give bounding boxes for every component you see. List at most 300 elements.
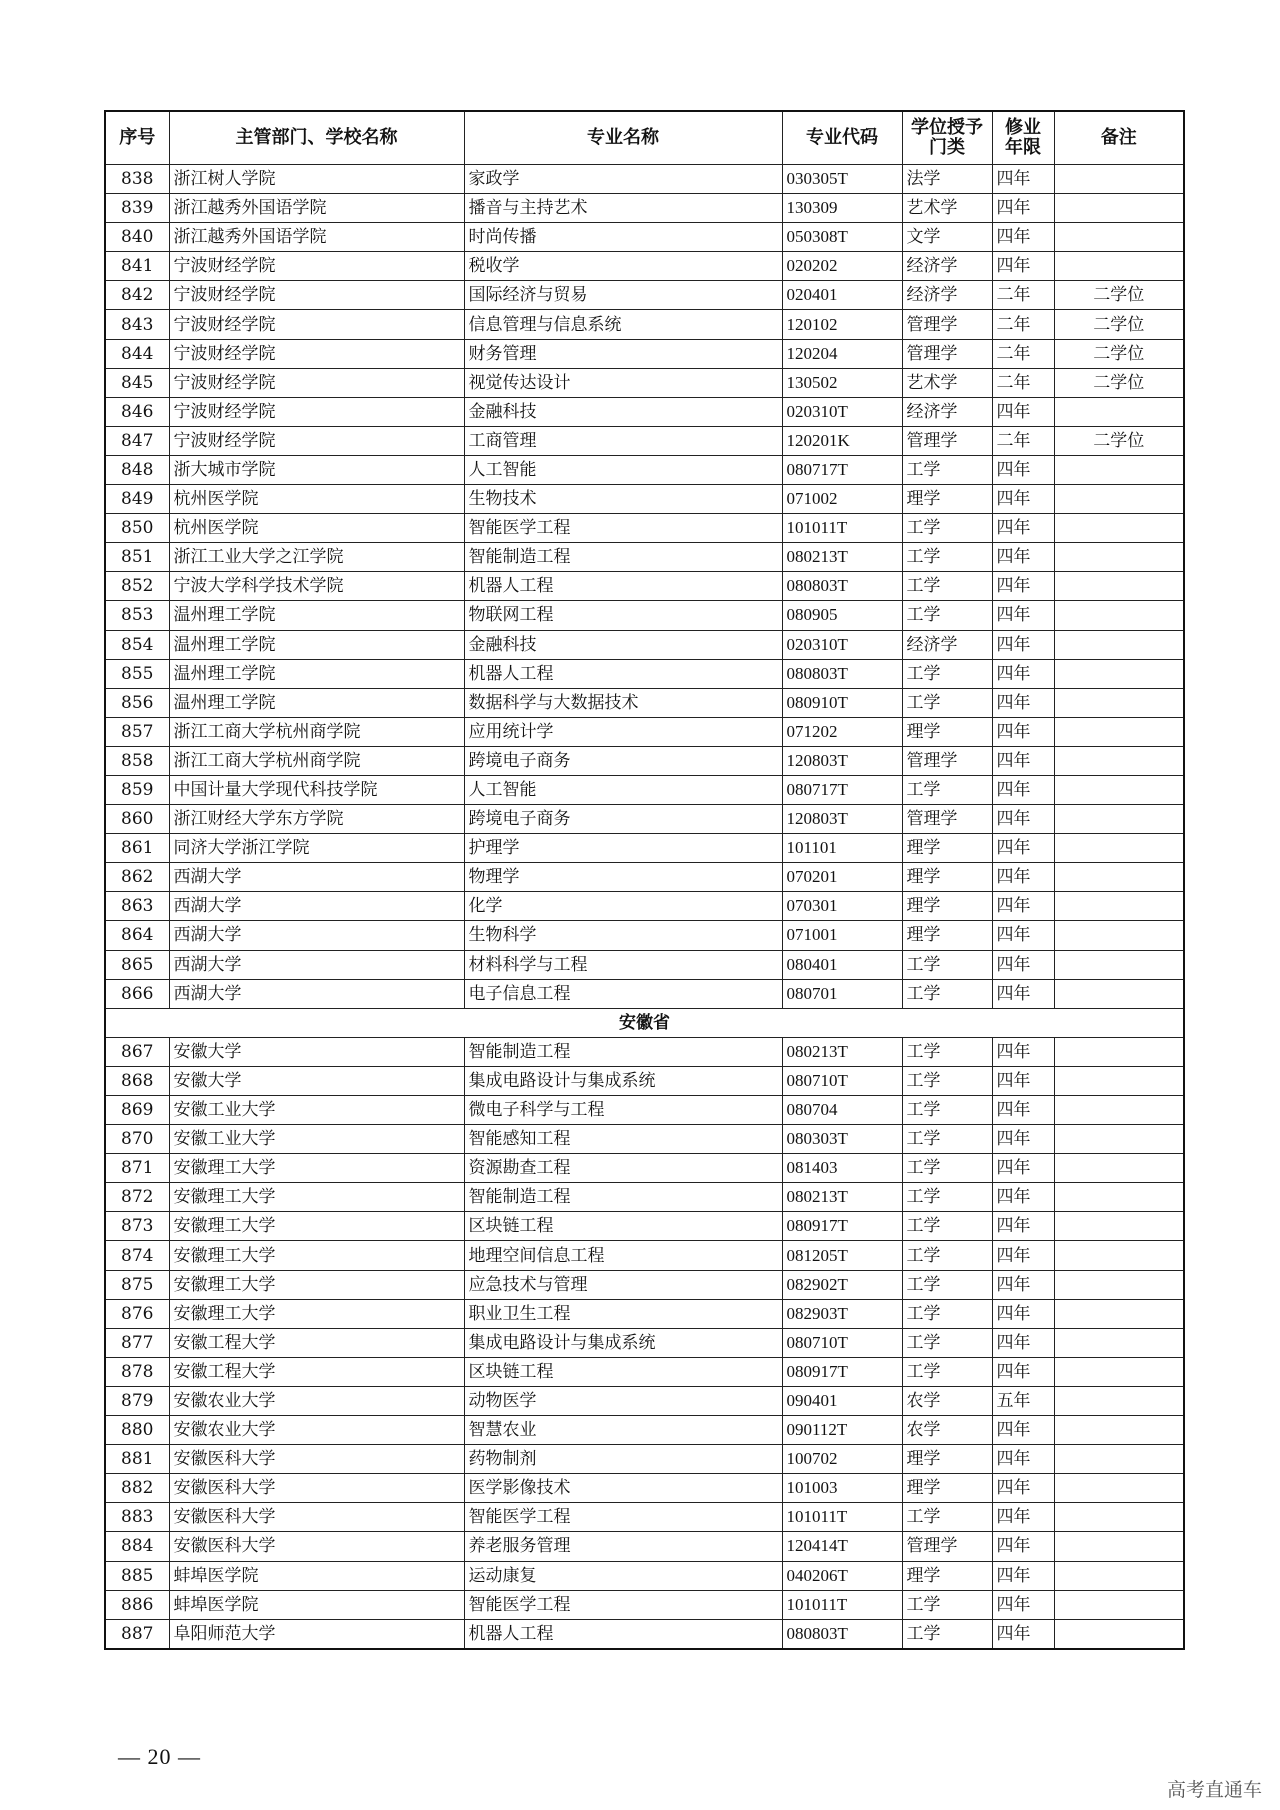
code-cell: 080303T — [782, 1125, 902, 1154]
category-cell: 工学 — [902, 1357, 992, 1386]
seq-cell: 840 — [105, 223, 169, 252]
major-cell: 智能医学工程 — [464, 1503, 782, 1532]
note-cell — [1054, 1532, 1184, 1561]
seq-cell: 860 — [105, 805, 169, 834]
major-cell: 智能感知工程 — [464, 1125, 782, 1154]
header-school: 主管部门、学校名称 — [169, 111, 464, 165]
code-cell: 080803T — [782, 659, 902, 688]
table-row — [105, 1212, 1184, 1241]
seq-cell: 871 — [105, 1154, 169, 1183]
table-row — [105, 630, 1184, 659]
category-cell: 工学 — [902, 979, 992, 1008]
table-row — [105, 1619, 1184, 1649]
school-cell: 宁波财经学院 — [169, 397, 464, 426]
seq-cell: 855 — [105, 659, 169, 688]
category-cell: 理学 — [902, 1561, 992, 1590]
years-cell: 二年 — [992, 339, 1054, 368]
table-row — [105, 834, 1184, 863]
years-cell: 四年 — [992, 252, 1054, 281]
years-cell: 二年 — [992, 281, 1054, 310]
table-row — [105, 1386, 1184, 1415]
years-cell: 四年 — [992, 659, 1054, 688]
table-row — [105, 397, 1184, 426]
years-cell: 四年 — [992, 1096, 1054, 1125]
major-cell: 时尚传播 — [464, 223, 782, 252]
years-cell: 四年 — [992, 1357, 1054, 1386]
school-cell: 安徽理工大学 — [169, 1241, 464, 1270]
note-cell — [1054, 659, 1184, 688]
seq-cell: 864 — [105, 921, 169, 950]
code-cell: 070301 — [782, 892, 902, 921]
years-cell: 四年 — [992, 223, 1054, 252]
code-cell: 020310T — [782, 397, 902, 426]
seq-cell: 884 — [105, 1532, 169, 1561]
seq-cell: 885 — [105, 1561, 169, 1590]
years-cell: 四年 — [992, 165, 1054, 194]
category-cell: 理学 — [902, 863, 992, 892]
major-cell: 金融科技 — [464, 630, 782, 659]
category-cell: 工学 — [902, 659, 992, 688]
note-cell: 二学位 — [1054, 281, 1184, 310]
major-cell: 机器人工程 — [464, 572, 782, 601]
years-cell: 四年 — [992, 1474, 1054, 1503]
school-cell: 浙江财经大学东方学院 — [169, 805, 464, 834]
category-cell: 文学 — [902, 223, 992, 252]
school-cell: 宁波财经学院 — [169, 281, 464, 310]
school-cell: 安徽医科大学 — [169, 1445, 464, 1474]
header-category — [902, 111, 992, 165]
seq-cell: 854 — [105, 630, 169, 659]
table-row — [105, 1037, 1184, 1066]
category-cell: 工学 — [902, 1096, 992, 1125]
school-cell: 温州理工学院 — [169, 688, 464, 717]
header-seq: 序号 — [105, 111, 169, 165]
category-cell: 工学 — [902, 1037, 992, 1066]
school-cell: 安徽理工大学 — [169, 1154, 464, 1183]
years-cell: 四年 — [992, 397, 1054, 426]
major-cell: 数据科学与大数据技术 — [464, 688, 782, 717]
school-cell: 安徽医科大学 — [169, 1474, 464, 1503]
years-cell: 四年 — [992, 921, 1054, 950]
seq-cell: 877 — [105, 1328, 169, 1357]
category-cell: 工学 — [902, 688, 992, 717]
code-cell: 020202 — [782, 252, 902, 281]
category-cell: 经济学 — [902, 281, 992, 310]
major-cell: 国际经济与贸易 — [464, 281, 782, 310]
category-cell: 工学 — [902, 543, 992, 572]
code-cell: 071002 — [782, 485, 902, 514]
code-cell: 120803T — [782, 805, 902, 834]
header-row — [105, 111, 1184, 165]
table-row — [105, 863, 1184, 892]
code-cell: 080717T — [782, 455, 902, 484]
code-cell: 101011T — [782, 514, 902, 543]
header-years — [992, 111, 1054, 165]
years-cell: 四年 — [992, 1299, 1054, 1328]
code-cell: 082902T — [782, 1270, 902, 1299]
code-cell: 080710T — [782, 1066, 902, 1095]
years-cell: 四年 — [992, 979, 1054, 1008]
note-cell: 二学位 — [1054, 426, 1184, 455]
school-cell: 安徽理工大学 — [169, 1270, 464, 1299]
table-row — [105, 1503, 1184, 1532]
school-cell: 浙江工商大学杭州商学院 — [169, 717, 464, 746]
table-row — [105, 659, 1184, 688]
years-cell: 四年 — [992, 194, 1054, 223]
header-category-line1: 学位授予 — [911, 117, 983, 138]
code-cell: 020401 — [782, 281, 902, 310]
major-cell: 智能制造工程 — [464, 543, 782, 572]
category-cell: 经济学 — [902, 630, 992, 659]
code-cell: 090112T — [782, 1416, 902, 1445]
seq-cell: 868 — [105, 1066, 169, 1095]
note-cell — [1054, 630, 1184, 659]
major-cell: 人工智能 — [464, 455, 782, 484]
school-cell: 西湖大学 — [169, 979, 464, 1008]
school-cell: 浙江树人学院 — [169, 165, 464, 194]
school-cell: 安徽工业大学 — [169, 1096, 464, 1125]
years-cell: 二年 — [992, 310, 1054, 339]
school-cell: 宁波财经学院 — [169, 426, 464, 455]
seq-cell: 852 — [105, 572, 169, 601]
category-cell: 管理学 — [902, 426, 992, 455]
note-cell — [1054, 1212, 1184, 1241]
major-cell: 集成电路设计与集成系统 — [464, 1328, 782, 1357]
table-row — [105, 950, 1184, 979]
code-cell: 101003 — [782, 1474, 902, 1503]
table-row — [105, 1561, 1184, 1590]
years-cell: 二年 — [992, 426, 1054, 455]
table-row — [105, 339, 1184, 368]
header-years-line2: 年限 — [1005, 137, 1041, 158]
major-cell: 智能医学工程 — [464, 1590, 782, 1619]
note-cell — [1054, 1619, 1184, 1649]
note-cell — [1054, 455, 1184, 484]
category-cell: 工学 — [902, 1328, 992, 1357]
note-cell — [1054, 1270, 1184, 1299]
category-cell: 艺术学 — [902, 194, 992, 223]
seq-cell: 861 — [105, 834, 169, 863]
category-cell: 经济学 — [902, 252, 992, 281]
table-row — [105, 1154, 1184, 1183]
years-cell: 四年 — [992, 746, 1054, 775]
school-cell: 安徽农业大学 — [169, 1416, 464, 1445]
years-cell: 四年 — [992, 1445, 1054, 1474]
code-cell: 081403 — [782, 1154, 902, 1183]
code-cell: 080717T — [782, 775, 902, 804]
years-cell: 四年 — [992, 1241, 1054, 1270]
category-cell: 理学 — [902, 1445, 992, 1474]
category-cell: 工学 — [902, 1241, 992, 1270]
code-cell: 080910T — [782, 688, 902, 717]
major-cell: 资源勘查工程 — [464, 1154, 782, 1183]
table-row — [105, 1445, 1184, 1474]
code-cell: 080803T — [782, 572, 902, 601]
seq-cell: 850 — [105, 514, 169, 543]
table-row — [105, 426, 1184, 455]
note-cell — [1054, 979, 1184, 1008]
school-cell: 安徽大学 — [169, 1066, 464, 1095]
code-cell: 120414T — [782, 1532, 902, 1561]
major-cell: 人工智能 — [464, 775, 782, 804]
years-cell: 四年 — [992, 805, 1054, 834]
major-cell: 应用统计学 — [464, 717, 782, 746]
seq-cell: 844 — [105, 339, 169, 368]
major-cell: 医学影像技术 — [464, 1474, 782, 1503]
school-cell: 浙江工业大学之江学院 — [169, 543, 464, 572]
table-row — [105, 1328, 1184, 1357]
table-row — [105, 455, 1184, 484]
school-cell: 安徽理工大学 — [169, 1183, 464, 1212]
table-row — [105, 1125, 1184, 1154]
code-cell: 080710T — [782, 1328, 902, 1357]
note-cell — [1054, 1503, 1184, 1532]
table-row — [105, 1416, 1184, 1445]
seq-cell: 838 — [105, 165, 169, 194]
note-cell — [1054, 1125, 1184, 1154]
major-cell: 职业卫生工程 — [464, 1299, 782, 1328]
school-cell: 安徽理工大学 — [169, 1212, 464, 1241]
note-cell — [1054, 1328, 1184, 1357]
major-cell: 物联网工程 — [464, 601, 782, 630]
years-cell: 四年 — [992, 1532, 1054, 1561]
major-cell: 护理学 — [464, 834, 782, 863]
table-row — [105, 1096, 1184, 1125]
years-cell: 五年 — [992, 1386, 1054, 1415]
note-cell — [1054, 543, 1184, 572]
note-cell — [1054, 572, 1184, 601]
school-cell: 温州理工学院 — [169, 601, 464, 630]
code-cell: 120803T — [782, 746, 902, 775]
note-cell — [1054, 1416, 1184, 1445]
table-body — [105, 165, 1184, 1649]
province-section-title: 安徽省 — [105, 1008, 1184, 1037]
major-cell: 播音与主持艺术 — [464, 194, 782, 223]
note-cell — [1054, 601, 1184, 630]
code-cell: 020310T — [782, 630, 902, 659]
table-row — [105, 1241, 1184, 1270]
years-cell: 四年 — [992, 688, 1054, 717]
years-cell: 四年 — [992, 1561, 1054, 1590]
table-row — [105, 746, 1184, 775]
code-cell: 080213T — [782, 1183, 902, 1212]
seq-cell: 869 — [105, 1096, 169, 1125]
major-cell: 应急技术与管理 — [464, 1270, 782, 1299]
category-cell: 理学 — [902, 921, 992, 950]
school-cell: 蚌埠医学院 — [169, 1561, 464, 1590]
category-cell: 工学 — [902, 514, 992, 543]
seq-cell: 882 — [105, 1474, 169, 1503]
category-cell: 工学 — [902, 1125, 992, 1154]
note-cell — [1054, 688, 1184, 717]
note-cell — [1054, 717, 1184, 746]
code-cell: 080401 — [782, 950, 902, 979]
major-cell: 生物科学 — [464, 921, 782, 950]
note-cell — [1054, 1066, 1184, 1095]
school-cell: 西湖大学 — [169, 892, 464, 921]
table-row — [105, 688, 1184, 717]
category-cell: 工学 — [902, 1590, 992, 1619]
seq-cell: 886 — [105, 1590, 169, 1619]
years-cell: 四年 — [992, 601, 1054, 630]
category-cell: 工学 — [902, 601, 992, 630]
note-cell — [1054, 950, 1184, 979]
category-cell: 管理学 — [902, 746, 992, 775]
seq-cell: 848 — [105, 455, 169, 484]
major-cell: 物理学 — [464, 863, 782, 892]
major-cell: 信息管理与信息系统 — [464, 310, 782, 339]
code-cell: 090401 — [782, 1386, 902, 1415]
table-row — [105, 165, 1184, 194]
category-cell: 工学 — [902, 1619, 992, 1649]
header-category-line2: 门类 — [929, 137, 965, 158]
table-row — [105, 572, 1184, 601]
years-cell: 四年 — [992, 717, 1054, 746]
years-cell: 四年 — [992, 455, 1054, 484]
seq-cell: 856 — [105, 688, 169, 717]
seq-cell: 842 — [105, 281, 169, 310]
seq-cell: 857 — [105, 717, 169, 746]
category-cell: 工学 — [902, 572, 992, 601]
table-row — [105, 223, 1184, 252]
code-cell: 070201 — [782, 863, 902, 892]
category-cell: 理学 — [902, 892, 992, 921]
category-cell: 工学 — [902, 775, 992, 804]
note-cell — [1054, 1037, 1184, 1066]
seq-cell: 849 — [105, 485, 169, 514]
table-row — [105, 194, 1184, 223]
table-row — [105, 1066, 1184, 1095]
code-cell: 101011T — [782, 1590, 902, 1619]
major-cell: 机器人工程 — [464, 1619, 782, 1649]
code-cell: 120201K — [782, 426, 902, 455]
table-row — [105, 1590, 1184, 1619]
years-cell: 四年 — [992, 1328, 1054, 1357]
table-row — [105, 1474, 1184, 1503]
table-row — [105, 1270, 1184, 1299]
province-section-row — [105, 1008, 1184, 1037]
years-cell: 四年 — [992, 834, 1054, 863]
school-cell: 西湖大学 — [169, 921, 464, 950]
major-cell: 生物技术 — [464, 485, 782, 514]
code-cell: 081205T — [782, 1241, 902, 1270]
note-cell — [1054, 834, 1184, 863]
note-cell — [1054, 1183, 1184, 1212]
code-cell: 101011T — [782, 1503, 902, 1532]
category-cell: 工学 — [902, 1270, 992, 1299]
code-cell: 080803T — [782, 1619, 902, 1649]
school-cell: 安徽农业大学 — [169, 1386, 464, 1415]
years-cell: 四年 — [992, 1270, 1054, 1299]
seq-cell: 839 — [105, 194, 169, 223]
code-cell: 120204 — [782, 339, 902, 368]
seq-cell: 866 — [105, 979, 169, 1008]
major-cell: 微电子科学与工程 — [464, 1096, 782, 1125]
category-cell: 管理学 — [902, 805, 992, 834]
major-cell: 集成电路设计与集成系统 — [464, 1066, 782, 1095]
note-cell — [1054, 1357, 1184, 1386]
seq-cell: 872 — [105, 1183, 169, 1212]
note-cell — [1054, 1590, 1184, 1619]
years-cell: 四年 — [992, 572, 1054, 601]
category-cell: 理学 — [902, 485, 992, 514]
school-cell: 宁波大学科学技术学院 — [169, 572, 464, 601]
table-row — [105, 601, 1184, 630]
seq-cell: 865 — [105, 950, 169, 979]
school-cell: 安徽工业大学 — [169, 1125, 464, 1154]
note-cell — [1054, 1561, 1184, 1590]
school-cell: 西湖大学 — [169, 950, 464, 979]
school-cell: 温州理工学院 — [169, 630, 464, 659]
major-cell: 智能制造工程 — [464, 1183, 782, 1212]
category-cell: 管理学 — [902, 339, 992, 368]
page-number: — 20 — — [118, 1744, 201, 1769]
major-cell: 动物医学 — [464, 1386, 782, 1415]
seq-cell: 862 — [105, 863, 169, 892]
watermark: 高考直通车 — [1166, 1779, 1262, 1801]
code-cell: 080213T — [782, 543, 902, 572]
code-cell: 130309 — [782, 194, 902, 223]
school-cell: 浙江越秀外国语学院 — [169, 194, 464, 223]
code-cell: 071001 — [782, 921, 902, 950]
category-cell: 工学 — [902, 950, 992, 979]
seq-cell: 880 — [105, 1416, 169, 1445]
table-row — [105, 514, 1184, 543]
school-cell: 蚌埠医学院 — [169, 1590, 464, 1619]
school-cell: 安徽大学 — [169, 1037, 464, 1066]
category-cell: 工学 — [902, 1299, 992, 1328]
major-cell: 跨境电子商务 — [464, 805, 782, 834]
table-row — [105, 310, 1184, 339]
major-cell: 地理空间信息工程 — [464, 1241, 782, 1270]
table-row — [105, 979, 1184, 1008]
seq-cell: 875 — [105, 1270, 169, 1299]
table-row — [105, 892, 1184, 921]
note-cell — [1054, 1299, 1184, 1328]
years-cell: 四年 — [992, 950, 1054, 979]
table-row — [105, 368, 1184, 397]
table-row — [105, 543, 1184, 572]
major-cell: 运动康复 — [464, 1561, 782, 1590]
note-cell — [1054, 223, 1184, 252]
seq-cell: 883 — [105, 1503, 169, 1532]
school-cell: 宁波财经学院 — [169, 368, 464, 397]
category-cell: 工学 — [902, 1154, 992, 1183]
years-cell: 四年 — [992, 775, 1054, 804]
note-cell — [1054, 1474, 1184, 1503]
category-cell: 农学 — [902, 1386, 992, 1415]
years-cell: 四年 — [992, 630, 1054, 659]
seq-cell: 867 — [105, 1037, 169, 1066]
note-cell — [1054, 485, 1184, 514]
years-cell: 四年 — [992, 863, 1054, 892]
major-cell: 养老服务管理 — [464, 1532, 782, 1561]
major-cell: 化学 — [464, 892, 782, 921]
note-cell — [1054, 514, 1184, 543]
code-cell: 030305T — [782, 165, 902, 194]
note-cell — [1054, 194, 1184, 223]
school-cell: 西湖大学 — [169, 863, 464, 892]
school-cell: 中国计量大学现代科技学院 — [169, 775, 464, 804]
school-cell: 温州理工学院 — [169, 659, 464, 688]
school-cell: 浙江越秀外国语学院 — [169, 223, 464, 252]
seq-cell: 847 — [105, 426, 169, 455]
code-cell: 080704 — [782, 1096, 902, 1125]
code-cell: 050308T — [782, 223, 902, 252]
major-cell: 电子信息工程 — [464, 979, 782, 1008]
header-major: 专业名称 — [464, 111, 782, 165]
major-cell: 税收学 — [464, 252, 782, 281]
